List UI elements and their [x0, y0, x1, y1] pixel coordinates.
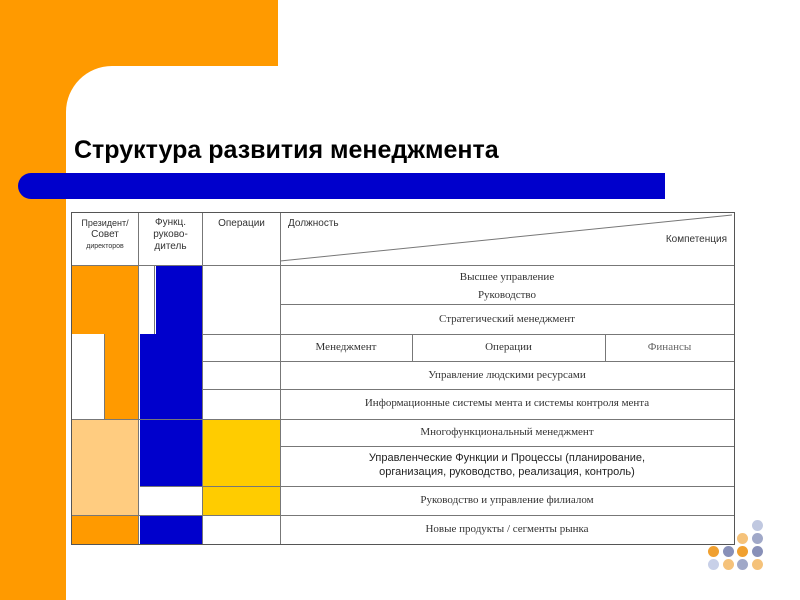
decorative-dots	[708, 520, 768, 572]
row-finance: Финансы	[647, 341, 692, 353]
functional-manager-block-bottom	[140, 515, 202, 544]
header-president: Президент/ Совет директоров	[81, 218, 129, 250]
functional-manager-block-top	[156, 266, 202, 334]
title-underline-bar	[18, 173, 665, 199]
header-operations: Операции	[218, 218, 265, 229]
president-block-mid	[104, 334, 138, 419]
president-block-bottom	[72, 515, 138, 544]
president-block-top	[72, 266, 138, 334]
row-top-management: Высшее управление Руководство	[459, 271, 555, 301]
row-branch-management: Руководство и управление филиалом	[420, 494, 594, 506]
president-block-light	[72, 419, 138, 515]
header-functional-manager: Функц. руково- дитель	[153, 217, 188, 252]
row-new-products: Новые продукты / сегменты рынка	[425, 523, 589, 535]
page-title: Структура развития менеджмента	[74, 136, 499, 164]
row-management-functions: Управленческие Функции и Процессы (планирование, организация, руководство, реализация, контроль)	[368, 452, 646, 478]
management-structure-table	[71, 212, 735, 545]
header-competence: Компетенция	[665, 234, 727, 245]
row-information-systems: Информационные системы мента и системы контроля мента	[364, 397, 650, 409]
row-strategic-management: Стратегический менеджмент	[439, 313, 575, 325]
header-position: Должность	[288, 218, 339, 229]
functional-manager-block-main	[140, 334, 202, 486]
row-human-resources: Управление людскими ресурсами	[428, 369, 586, 381]
row-multifunctional-management: Многофункциональный менеджмент	[420, 426, 594, 438]
row-management: Менеджмент	[315, 341, 377, 353]
row-operations: Операции	[485, 341, 532, 353]
operations-block	[202, 419, 280, 515]
